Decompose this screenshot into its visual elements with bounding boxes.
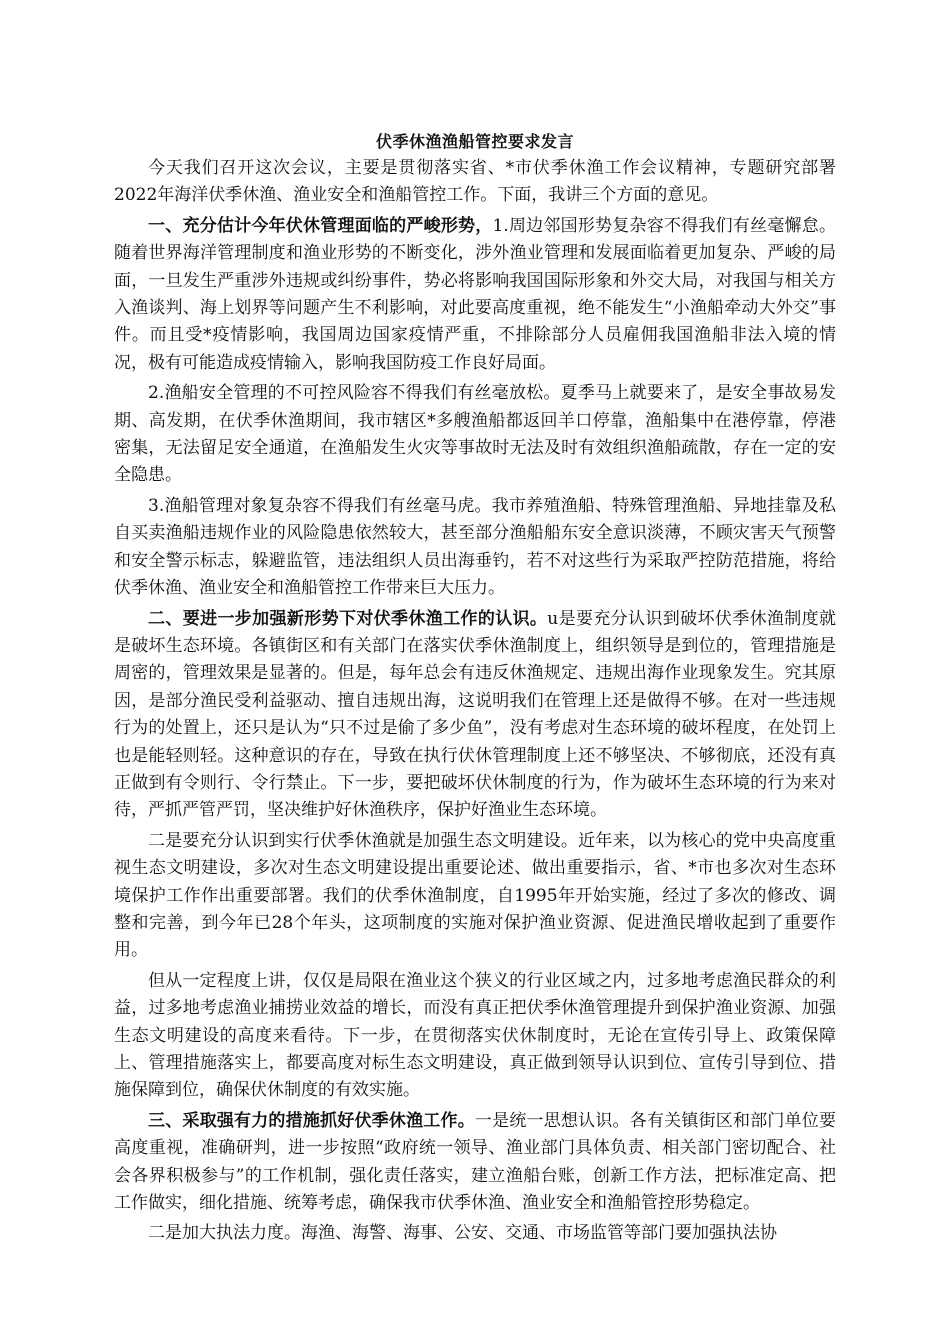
paragraph-intro (114, 155, 836, 210)
paragraph-section-2 (114, 606, 836, 825)
paragraph-text: 1.周边邻国形势复杂容不得我们有丝毫懈怠。随着世界海洋管理制度和渔业形势的不断变化，涉外渔业管理和发展面临着更加复杂、严峻的局面，一旦发生严重涉外违规或纠纷事件，势必将影响我国国际形象和外交大局，对我国与相关方入渔谈判、海上划界等问题产生不利影响，对此要高度重视，绝不能发生“小渔船牵动大外交”事件。而且受*疫情影响，我国周边国家疫情严重，不排除部分人员雇佣我国渔船非法入境的情况，极有可能造成疫情输入，影响我国防疫工作良好局面。 (114, 215, 836, 373)
paragraph-text: 3.渔船管理对象复杂容不得我们有丝毫马虎。我市养殖渔船、特殊管理渔船、异地挂靠及私自买卖渔船违规作业的风险隐患依然较大，甚至部分渔船船东安全意识淡薄，不顾灾害天气预警和安全警示标志，躲避监管，违法组织人员出海垂钓，若不对这些行为采取严控防范措施，将给伏季休渔、渔业安全和渔船管控工作带来巨大压力。 (114, 495, 836, 599)
paragraph-text: u是要充分认识到破坏伏季休渔制度就是破坏生态环境。各镇街区和有关部门在落实伏季休渔制度上，组织领导是到位的，管理措施是周密的，管理效果是显著的。但是，每年总会有违反休渔规定、违规出海作业现象发生。究其原因，是部分渔民受利益驱动、擅自违规出海，这说明我们在管理上还是做得不够。在对一些违规行为的处置上，还只是认为“只不过是偷了多少鱼”，没有考虑对生态环境的破坏程度，在处罚上也是能轻则轻。这种意识的存在，导致在执行伏休管理制度上还不够坚决、不够彻底，还没有真正做到有令则行、令行禁止。下一步，要把破坏伏休制度的行为，作为破坏生态环境的行为来对待，严抓严管严罚，坚决维护好休渔秩序，保护好渔业生态环境。 (114, 608, 837, 821)
paragraph-section-3 (114, 1108, 836, 1218)
paragraph-text: 二是加大执法力度。海渔、海警、海事、公安、交通、市场监管等部门要加强执法协 (148, 1223, 777, 1244)
section-heading-3: 三、采取强有力的措施抓好伏季休渔工作。 (148, 1110, 475, 1131)
section-heading-2: 二、要进一步加强新形势下对伏季休渔工作的认识。 (148, 608, 548, 629)
paragraph-section-3-point-2 (114, 1220, 836, 1247)
paragraph-text: 二是要充分认识到实行伏季休渔就是加强生态文明建设。近年来，以为核心的党中央高度重视生态文明建设，多次对生态文明建设提出重要论述、做出重要指示，省、*市也多次对生态环境保护工作作出重要部署。我们的伏季休渔制度，自1995年开始实施，经过了多次的修改、调整和完善，到今年已28个年头，这项制度的实施对保护渔业资源、促进渔民增收起到了重要作用。 (114, 830, 836, 961)
paragraph-text: 但从一定程度上讲，仅仅是局限在渔业这个狭义的行业区域之内，过多地考虑渔民群众的利益，过多地考虑渔业捕捞业效益的增长，而没有真正把伏季休渔管理提升到保护渔业资源、加强生态文明建设的高度来看待。下一步，在贯彻落实伏休制度时，无论在宣传引导上、政策保障上、管理措施落实上，都要高度对标生态文明建设，真正做到领导认识到位、宣传引导到位、措施保障到位，确保伏休制度的有效实施。 (114, 970, 836, 1101)
section-heading-1: 一、充分估计今年伏休管理面临的严峻形势， (148, 215, 493, 236)
paragraph-section-2-point-2 (114, 828, 836, 965)
paragraph-section-1-point-2 (114, 380, 836, 490)
paragraph-text: 今天我们召开这次会议，主要是贯彻落实省、*市伏季休渔工作会议精神，专题研究部署2022年海洋伏季休渔、渔业安全和渔船管控工作。下面，我讲三个方面的意见。 (114, 158, 836, 206)
paragraph-text: 一是统一思想认识。各有关镇街区和部门单位要高度重视，准确研判，进一步按照“政府统一领导、渔业部门具体负责、相关部门密切配合、社会各界积极参与”的工作机制，强化责任落实，建立渔船台账，创新工作方法，把标准定高、把工作做实，细化措施、统筹考虑，确保我市伏季休渔、渔业安全和渔船管控形势稳定。 (114, 1110, 837, 1214)
paragraph-text: 2.渔船安全管理的不可控风险容不得我们有丝毫放松。夏季马上就要来了，是安全事故易发期、高发期，在伏季休渔期间，我市辖区*多艘渔船都返回羊口停靠，渔船集中在港停靠，停港密集，无法留足安全通道，在渔船发生火灾等事故时无法及时有效组织渔船疏散，存在一定的安全隐患。 (114, 383, 836, 486)
paragraph-section-1-point-3 (114, 493, 836, 603)
document-title: 伏季休渔渔船管控要求发言 (375, 132, 574, 151)
document-body (114, 128, 836, 1248)
paragraph-section-1 (114, 213, 836, 377)
paragraph-section-2-point-3 (114, 968, 836, 1105)
